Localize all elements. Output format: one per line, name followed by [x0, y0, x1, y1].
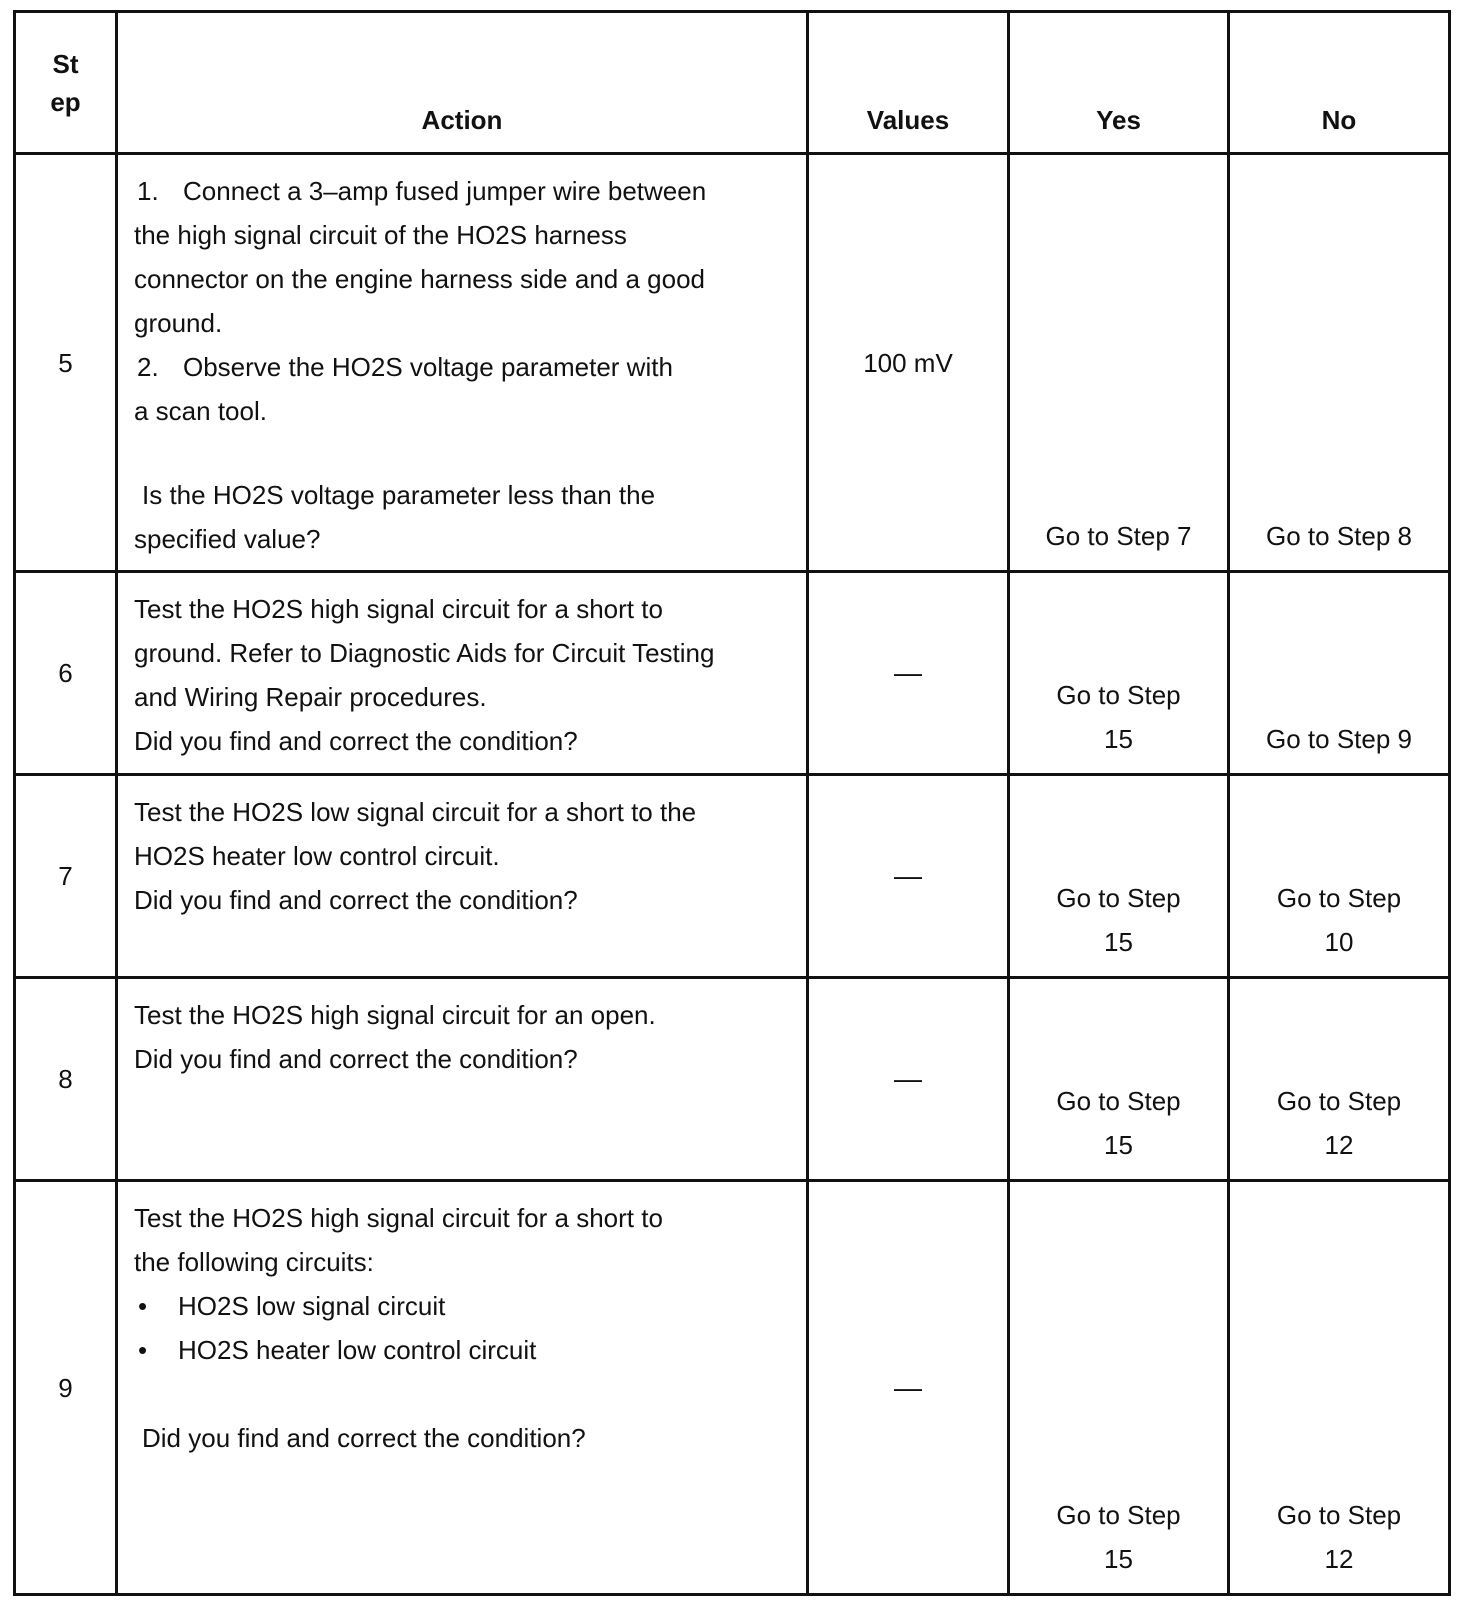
question-line: Did you find and correct the condition? [142, 1423, 586, 1453]
action-line: and Wiring Repair procedures. [134, 682, 487, 712]
row-step-number: 5 [58, 347, 73, 378]
item-text: Observe the HO2S voltage parameter with [183, 352, 673, 382]
row-no [1230, 776, 1448, 976]
action-line: ground. Refer to Diagnostic Aids for Circuit Testing [134, 638, 715, 668]
action-line: ground. [134, 308, 223, 338]
yes-target-line1: Go to Step [1056, 1086, 1181, 1116]
table-row [16, 155, 1448, 573]
row-yes [1010, 979, 1230, 1179]
item-text: Connect a 3–amp fused jumper wire between [183, 176, 707, 206]
row-action [118, 776, 809, 976]
no-target: Go to Step 9 [1266, 724, 1412, 754]
row-values [809, 155, 1010, 570]
action-line: Did you find and correct the condition? [134, 726, 578, 756]
action-line: HO2S heater low control circuit. [134, 841, 500, 871]
row-action [118, 1182, 809, 1593]
row-action [118, 979, 809, 1179]
yes-target-line1: Go to Step [1056, 883, 1181, 913]
yes-target-line2: 15 [1104, 724, 1133, 754]
row-action [118, 573, 809, 773]
header-step [16, 13, 118, 152]
header-action [118, 13, 809, 152]
action-line: Test the HO2S high signal circuit for a short to [134, 594, 663, 624]
row-step [16, 155, 118, 570]
header-action-label: Action [421, 105, 503, 135]
action-line: Did you find and correct the condition? [134, 1044, 578, 1074]
action-line [134, 345, 796, 389]
value-text: — [894, 1371, 922, 1403]
bullet-icon: • [138, 1335, 148, 1365]
row-yes [1010, 155, 1230, 570]
action-line: Test the HO2S low signal circuit for a short to the [134, 797, 697, 827]
row-step [16, 1182, 118, 1593]
no-target-line1: Go to Step [1276, 883, 1402, 913]
header-values-label: Values [866, 105, 950, 135]
header-values [809, 13, 1010, 152]
table-header-row [16, 13, 1448, 155]
value-text: — [894, 1063, 922, 1094]
yes-target-line1: Go to Step [1056, 1500, 1181, 1530]
bullet-icon: • [138, 1291, 148, 1321]
header-yes [1010, 13, 1230, 152]
row-values [809, 776, 1010, 976]
header-yes-label: Yes [1096, 105, 1141, 135]
row-step [16, 979, 118, 1179]
row-step-number: 6 [58, 658, 73, 688]
yes-target: Go to Step 7 [1045, 521, 1192, 551]
header-no-label: No [1321, 105, 1357, 135]
value-text: — [894, 860, 922, 891]
row-step [16, 776, 118, 976]
action-line: Did you find and correct the condition? [134, 885, 578, 915]
row-step-number: 9 [58, 1372, 73, 1403]
bullet-item [134, 1328, 796, 1372]
row-step [16, 573, 118, 773]
no-target-line2: 10 [1324, 927, 1354, 957]
row-no [1230, 979, 1448, 1179]
table-row [16, 979, 1448, 1182]
item-number: 1. [137, 176, 159, 206]
header-step-line1: St [52, 48, 79, 79]
row-values [809, 1182, 1010, 1593]
table-row [16, 1182, 1448, 1593]
question-line: specified value? [134, 524, 321, 554]
value-text: — [894, 657, 922, 688]
yes-target-line2: 15 [1104, 1130, 1133, 1160]
no-target-line1: Go to Step [1276, 1086, 1402, 1116]
table-row [16, 573, 1448, 776]
row-no [1230, 155, 1448, 570]
row-yes [1010, 573, 1230, 773]
row-yes [1010, 776, 1230, 976]
row-step-number: 7 [58, 861, 73, 891]
no-target: Go to Step 8 [1266, 521, 1412, 551]
no-target-line2: 12 [1324, 1130, 1354, 1160]
bullet-item [134, 1284, 796, 1328]
header-no [1230, 13, 1448, 152]
row-no [1230, 1182, 1448, 1593]
value-text: 100 mV [863, 347, 953, 378]
action-line: Test the HO2S high signal circuit for an open. [134, 1000, 656, 1030]
row-action [118, 155, 809, 570]
table-row [16, 776, 1448, 979]
row-yes [1010, 1182, 1230, 1593]
action-line: Test the HO2S high signal circuit for a short to [134, 1203, 663, 1233]
row-values [809, 979, 1010, 1179]
row-no [1230, 573, 1448, 773]
yes-target-line1: Go to Step [1056, 680, 1181, 710]
row-step-number: 8 [58, 1064, 73, 1094]
question-line: Is the HO2S voltage parameter less than the [142, 480, 656, 510]
row-values [809, 573, 1010, 773]
no-target-line1: Go to Step [1276, 1500, 1402, 1530]
diagnostic-table [13, 10, 1451, 1596]
action-line: the high signal circuit of the HO2S harness [134, 220, 627, 250]
header-step-line2: ep [50, 86, 81, 117]
action-line: the following circuits: [134, 1247, 374, 1277]
action-line: a scan tool. [134, 396, 267, 426]
yes-target-line2: 15 [1104, 1544, 1133, 1574]
action-line [134, 169, 796, 213]
action-line: connector on the engine harness side and a good [134, 264, 705, 294]
bullet-text: HO2S heater low control circuit [178, 1335, 537, 1365]
yes-target-line2: 15 [1104, 927, 1133, 957]
item-number: 2. [137, 352, 159, 382]
no-target-line2: 12 [1324, 1544, 1354, 1574]
bullet-text: HO2S low signal circuit [178, 1291, 446, 1321]
